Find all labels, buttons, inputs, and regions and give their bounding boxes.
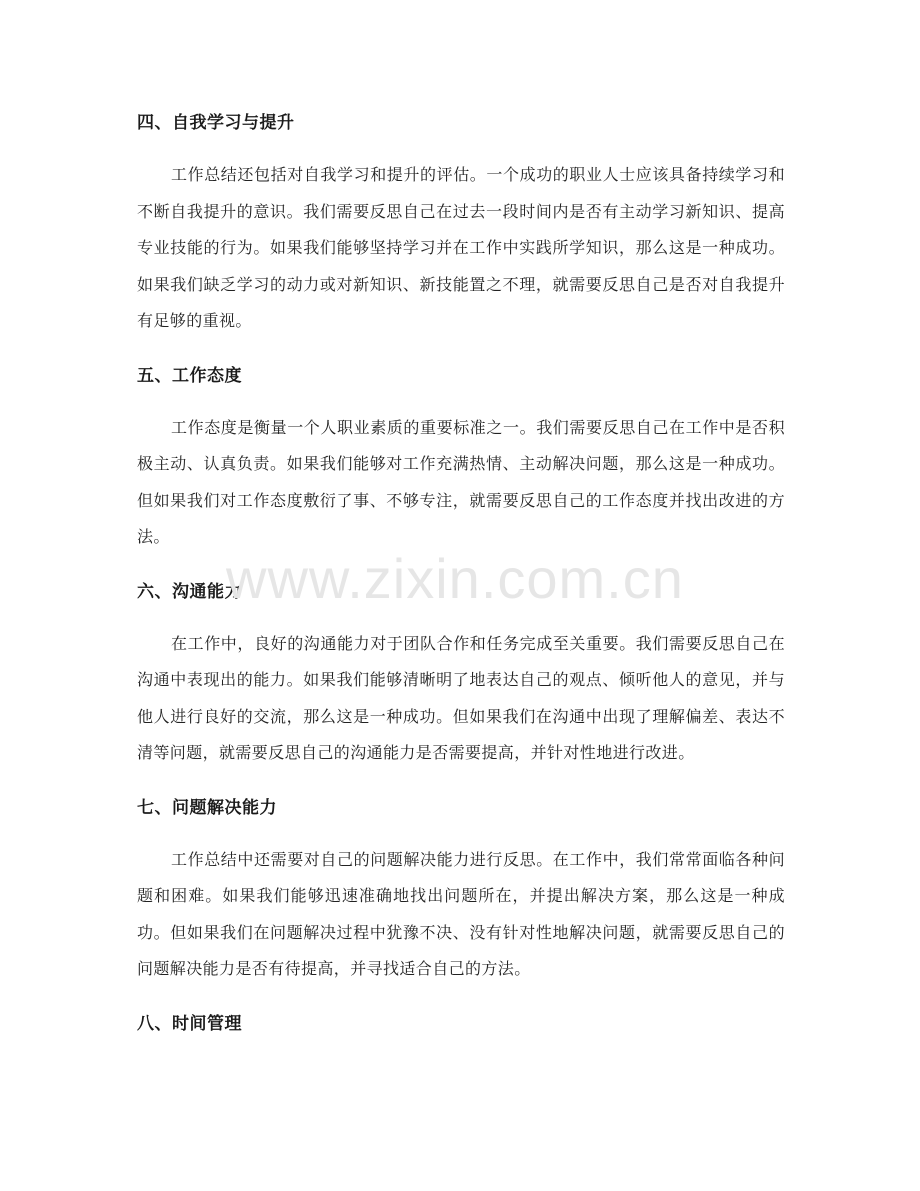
section-self-learning — [137, 108, 785, 340]
section-heading: 八、时间管理 — [137, 1013, 242, 1034]
section-heading: 七、问题解决能力 — [137, 797, 277, 818]
section-heading: 六、沟通能力 — [137, 581, 242, 602]
section-paragraph: 在工作中，良好的沟通能力对于团队合作和任务完成至关重要。我们需要反思自己在沟通中表现出的能力。如果我们能够清晰明了地表达自己的观点、倾听他人的意见，并与他人进行良好的交流，那么这是一种成功。但如果我们在沟通中出现了理解偏差、表达不清等问题，就需要反思自己的沟通能力是否需要提高，并针对性地进行改进。 — [137, 633, 785, 762]
section-heading: 五、工作态度 — [137, 365, 242, 386]
section-work-attitude — [137, 361, 785, 556]
section-paragraph: 工作总结还包括对自我学习和提升的评估。一个成功的职业人士应该具备持续学习和不断自我提升的意识。我们需要反思自己在过去一段时间内是否有主动学习新知识、提高专业技能的行为。如果我们能够坚持学习并在工作中实践所学知识，那么这是一种成功。如果我们缺乏学习的动力或对新知识、新技能置之不理，就需要反思自己是否对自我提升有足够的重视。 — [137, 165, 785, 330]
section-communication — [137, 577, 785, 772]
watermark-text: www.zixin.com.cn — [226, 547, 684, 610]
section-paragraph: 工作态度是衡量一个人职业素质的重要标准之一。我们需要反思自己在工作中是否积极主动、认真负责。如果我们能够对工作充满热情、主动解决问题，那么这是一种成功。但如果我们对工作态度敷衍了事、不够专注，就需要反思自己的工作态度并找出改进的方法。 — [137, 417, 785, 546]
section-problem-solving — [137, 793, 785, 988]
section-time-management — [137, 1009, 785, 1039]
section-heading: 四、自我学习与提升 — [137, 113, 295, 133]
document-body — [137, 108, 785, 1058]
section-paragraph: 工作总结中还需要对自己的问题解决能力进行反思。在工作中，我们常常面临各种问题和困难。如果我们能够迅速准确地找出问题所在，并提出解决方案，那么这是一种成功。但如果我们在问题解决过程中犹豫不决、没有针对性地解决问题，就需要反思自己的问题解决能力是否有待提高，并寻找适合自己的方法。 — [137, 849, 785, 978]
